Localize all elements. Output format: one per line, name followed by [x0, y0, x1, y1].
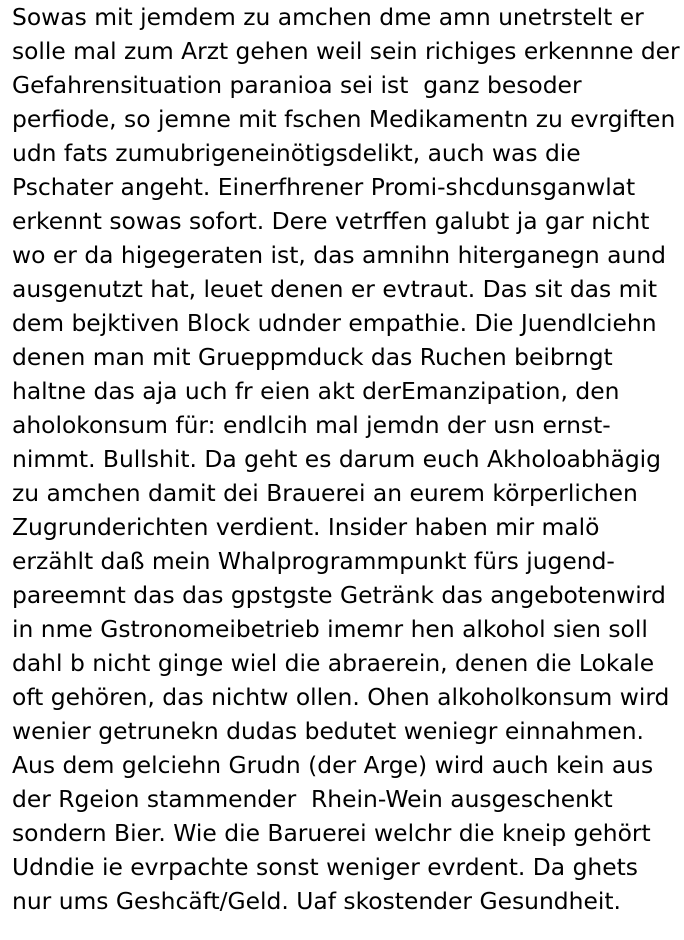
text-line-14: nimmt. Bullshit. Da geht es darum euch Akholoabhägig	[12, 445, 662, 473]
text-line-17: erzählt daß mein Whalprogrammpunkt fürs jugend-	[12, 547, 615, 575]
text-line-21: oft gehören, das nichtw ollen. Ohen alkoholkonsum wird	[12, 683, 670, 711]
text-line-27: nur ums Geshcäft/Geld. Uaf skostender Gesundheit.	[12, 887, 621, 915]
text-line-2: solle mal zum Arzt gehen weil sein richiges erkennne der	[12, 37, 680, 65]
text-line-6: Pschater angeht. Einerfhrener Promi-shcdunsganwlat	[12, 173, 636, 201]
text-line-7: erkennt sowas sofort. Dere vetrffen galubt ja gar nicht	[12, 207, 650, 235]
text-line-4: perfiode, so jemne mit fschen Medikamentn zu evrgiften	[12, 105, 676, 133]
text-line-26: Udndie ie evrpachte sonst weniger evrdent. Da ghets	[12, 853, 638, 881]
document-page	[12, 0, 680, 940]
text-line-24: der Rgeion stammender Rhein-Wein ausgeschenkt	[12, 785, 613, 813]
text-line-9: ausgenutzt hat, leuet denen er evtraut. Das sit das mit	[12, 275, 658, 303]
text-line-1: Sowas mit jemdem zu amchen dme amn unetrstelt er	[12, 3, 644, 31]
text-line-22: wenier getrunekn dudas bedutet weniegr einnahmen.	[12, 717, 644, 745]
text-line-12: haltne das aja uch fr eien akt derEmanzipation, den	[12, 377, 620, 405]
text-line-23: Aus dem gelciehn Grudn (der Arge) wird auch kein aus	[12, 751, 654, 779]
text-line-10: dem bejktiven Block udnder empathie. Die Juendlciehn	[12, 309, 657, 337]
text-line-19: in nme Gstronomeibetrieb imemr hen alkohol sien soll	[12, 615, 648, 643]
text-line-3: Gefahrensituation paranioa sei ist ganz besoder	[12, 71, 582, 99]
text-line-15: zu amchen damit dei Brauerei an eurem körperlichen	[12, 479, 638, 507]
text-line-8: wo er da higegeraten ist, das amnihn hiterganegn aund	[12, 241, 666, 269]
text-line-16: Zugrunderichten verdient. Insider haben mir malö	[12, 513, 600, 541]
text-line-20: dahl b nicht ginge wiel die abraerein, denen die Lokale	[12, 649, 655, 677]
text-line-18: pareemnt das das gpstgste Getränk das angebotenwird	[12, 581, 666, 609]
text-line-5: udn fats zumubrigeneinötigsdelikt, auch was die	[12, 139, 581, 167]
text-line-11: denen man mit Grueppmduck das Ruchen beibrngt	[12, 343, 613, 371]
text-line-13: aholokonsum für: endlcih mal jemdn der usn ernst-	[12, 411, 611, 439]
text-line-25: sondern Bier. Wie die Baruerei welchr die kneip gehört	[12, 819, 651, 847]
